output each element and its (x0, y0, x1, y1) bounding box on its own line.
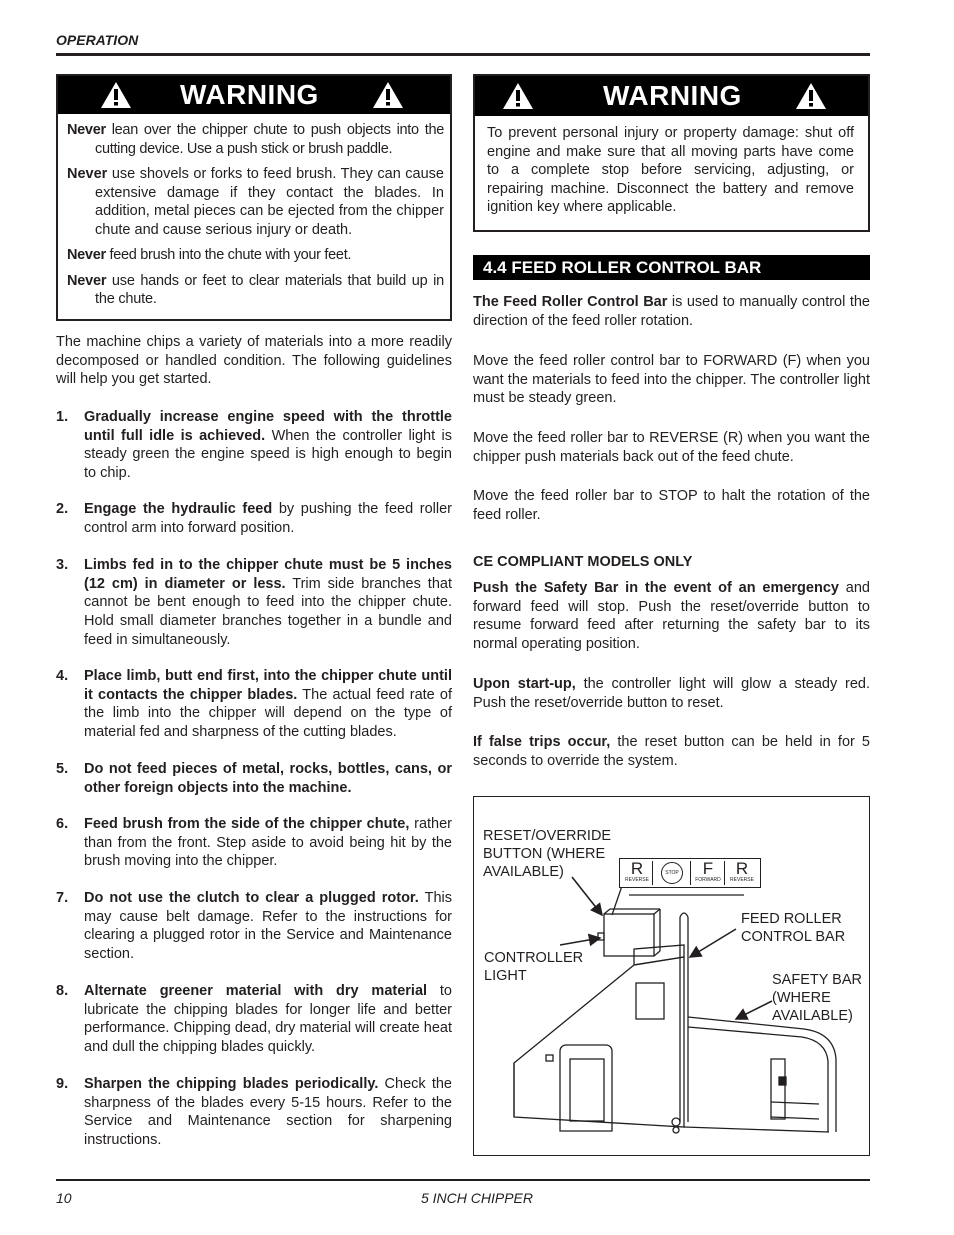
warning-body: To prevent personal injury or property damage: shut off engine and make sure that all moving parts have come to a complete stop before servicing, adjusting, or repairing machine. Disconnect the battery and remove ignition key where applicable. (487, 125, 854, 215)
warning-item: Never feed brush into the chute with your feet. (67, 247, 352, 263)
page-number: 10 (56, 1190, 72, 1206)
warning-title: WARNING (603, 80, 742, 111)
paragraph: The Feed Roller Control Bar is used to manually control the direction of the feed roller rotation. (473, 294, 870, 329)
paragraph: Upon start-up, the controller light will glow a steady red. Push the reset/override button to reset. (473, 676, 870, 711)
feed-roller-label: FEED ROLLER CONTROL BAR (741, 911, 846, 945)
stop-button[interactable]: STOP (656, 861, 691, 885)
list-item: 4. Place limb, butt end first, into the chipper chute until it contacts the chipper blades. The actual feed rate of the limb into the chipper will depend on the type of material fed and sharpness of the cutting blades. (56, 668, 453, 741)
manual-title: 5 INCH CHIPPER (420, 1190, 534, 1206)
warning-body (58, 114, 450, 309)
list-item: 3. Limbs fed in to the chipper chute must be 5 inches (12 cm) in diameter or less. Trim side branches that cannot be bent enough to feed into the chipper chute. Hold small diameter branches together in a bundle and feed in simultaneously. (56, 557, 452, 648)
intro-paragraph: The machine chips a variety of materials into a more readily decomposed or handled condition. The following guidelines will help you get started. (56, 334, 452, 388)
forward-button[interactable]: F FORWARD (692, 861, 725, 885)
list-item: 5. Do not feed pieces of metal, rocks, bottles, cans, or other foreign objects into the machine. (56, 761, 452, 796)
warning-triangle-icon (100, 81, 132, 109)
warning-box-right (473, 74, 870, 232)
section-heading: 4.4 FEED ROLLER CONTROL BAR (473, 255, 870, 280)
list-item: 1. Gradually increase engine speed with the throttle until full idle is achieved. When the controller light is steady green the engine speed is high enough to begin to chip. (56, 409, 452, 482)
paragraph: Move the feed roller control bar to FORWARD (F) when you want the materials to feed into the chipper. The controller light must be steady green. (473, 353, 870, 407)
warning-item: Never use shovels or forks to feed brush. They can cause extensive damage if they contact the blades. In addition, metal pieces can be ejected from the chipper chute and cause serious injury or death. (67, 166, 444, 238)
paragraph: Push the Safety Bar in the event of an emergency and forward feed will stop. Push the reset/override button to resume forward feed after returning the safety bar to its normal operating position. (473, 580, 870, 653)
feed-roller-diagram (473, 796, 870, 1156)
section-header: OPERATION (56, 32, 139, 48)
warning-title: WARNING (180, 79, 319, 110)
paragraph: Move the feed roller bar to REVERSE (R) when you want the chipper push materials back out of the feed chute. (473, 430, 870, 465)
subheading: CE COMPLIANT MODELS ONLY (473, 554, 693, 570)
warning-item: Never use hands or feet to clear materials that build up in the chute. (67, 272, 444, 307)
controller-light-label: CONTROLLER LIGHT (484, 950, 584, 984)
list-item: 9. Sharpen the chipping blades periodically. Check the sharpness of the blades every 5-15 hours. Refer to the Service and Maintenance section for sharpening instructions. (56, 1076, 452, 1149)
reverse-button[interactable]: R REVERSE (730, 859, 754, 883)
header-rule (56, 53, 870, 56)
list-item: 8. Alternate greener material with dry material to lubricate the chipping blades for longer life and better performance. Chipping dead, dry material will create heat and dull the chipping blades quickly. (56, 983, 452, 1056)
warning-header (475, 76, 868, 116)
warning-triangle-icon (502, 82, 534, 110)
warning-item: Never lean over the chipper chute to push objects into the cutting device. Use a push stick or brush paddle. (67, 122, 444, 157)
warning-triangle-icon (795, 82, 827, 110)
paragraph: If false trips occur, the reset button can be held in for 5 seconds to override the system. (473, 734, 870, 769)
warning-header (58, 76, 450, 114)
list-item: 6. Feed brush from the side of the chipper chute, rather than from the front. Step aside to avoid being hit by the brush moving into the chipper. (56, 816, 452, 870)
reset-override-label: RESET/OVERRIDE BUTTON (WHERE AVAILABLE) (483, 828, 612, 880)
safety-bar-label: SAFETY BAR (WHERE AVAILABLE) (772, 972, 862, 1024)
list-item: 7. Do not use the clutch to clear a plugged rotor. This may cause belt damage. Refer to the instructions for clearing a plugged rotor in the Service and Maintenance section. (56, 890, 452, 963)
reverse-button[interactable]: R REVERSE (622, 861, 653, 885)
paragraph: Move the feed roller bar to STOP to halt the rotation of the feed roller. (473, 488, 870, 523)
warning-box-left (56, 74, 452, 321)
footer-rule (56, 1179, 870, 1181)
list-item: 2. Engage the hydraulic feed by pushing the feed roller control arm into forward position. (56, 501, 452, 536)
warning-triangle-icon (372, 81, 404, 109)
